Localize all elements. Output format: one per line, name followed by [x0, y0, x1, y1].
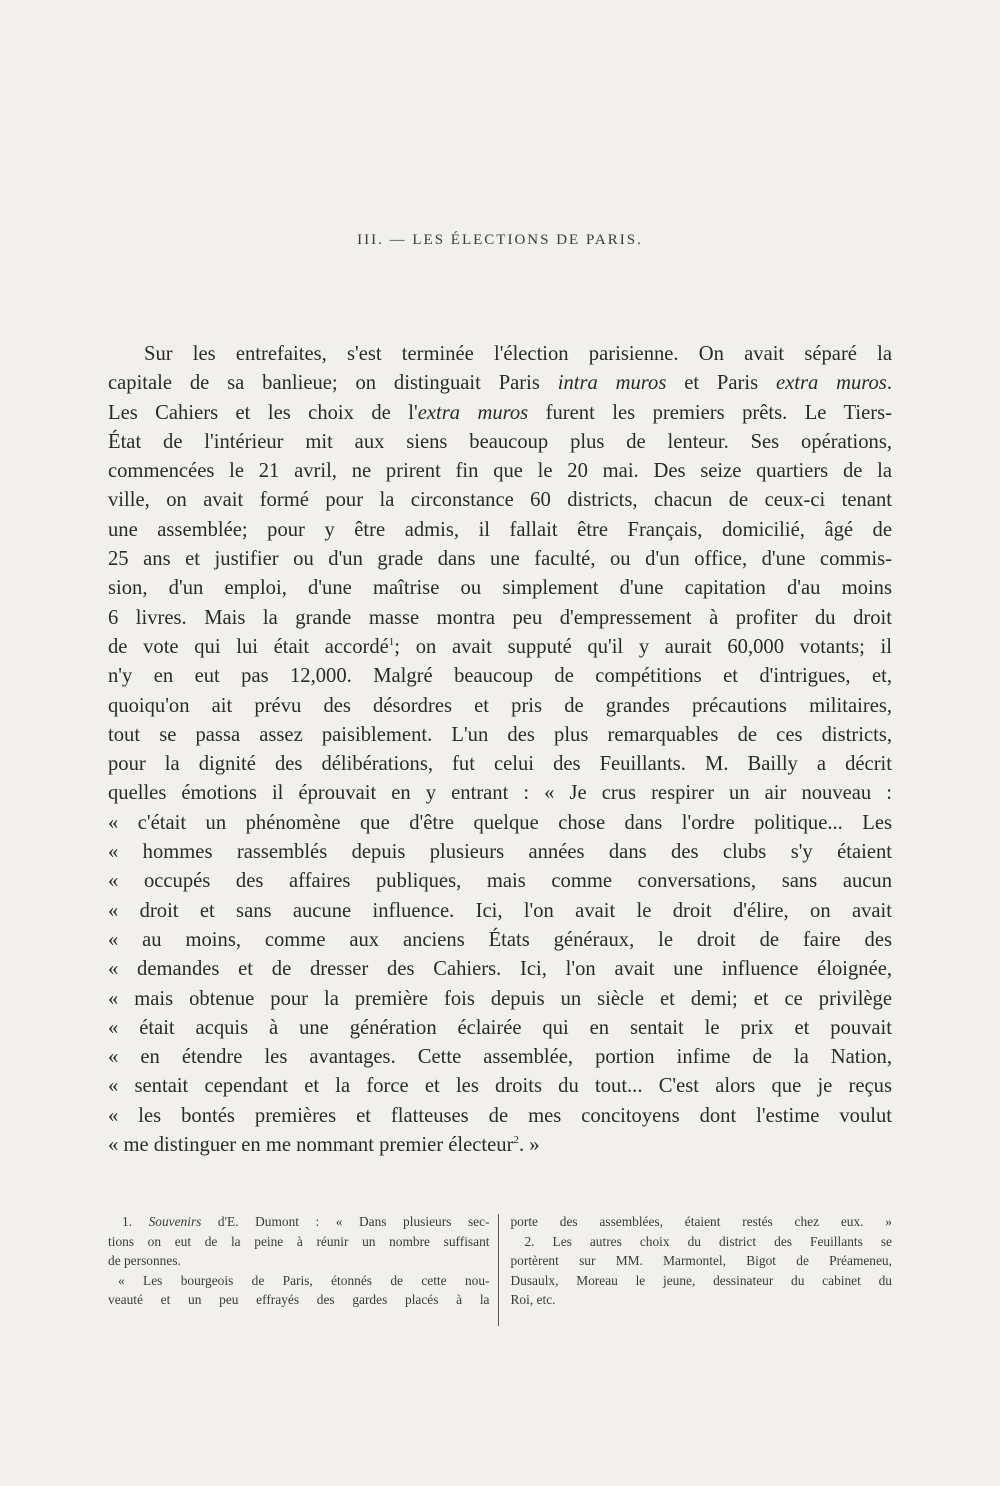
paragraph-line [108, 1072, 892, 1101]
paragraph-line [108, 1102, 892, 1131]
paragraph-line [108, 428, 892, 457]
text-run: n'y en eut pas 12,000. Malgré beaucoup de compétitions et d'intrigues, et, [108, 665, 892, 688]
paragraph-line [108, 867, 892, 896]
italic-text: extra muros [775, 372, 887, 395]
text-run: « Les bourgeois de Paris, étonnés de cette nou- [118, 1272, 490, 1288]
paragraph-line [108, 809, 892, 838]
text-run: « était acquis à une génération éclairée qui en sentait le prix et pouvait [108, 1016, 892, 1039]
text-run: veauté et un peu effrayés des gardes placés à la [108, 1292, 490, 1307]
text-run: « les bontés premières et flatteuses de mes concitoyens dont l'estime voulut [108, 1104, 892, 1127]
text-run: « en étendre les avantages. Cette assemblée, portion infime de la Nation, [108, 1046, 892, 1069]
text-run: Sur les entrefaites, s'est terminée l'élection parisienne. On avait séparé la [144, 343, 892, 365]
footnote-line [108, 1232, 490, 1252]
footnote-line [108, 1212, 490, 1232]
paragraph-line [108, 633, 892, 662]
text-run: « me distinguer en me nommant premier électeur [108, 1134, 514, 1157]
paragraph-line [108, 662, 892, 691]
text-run: « sentait cependant et la force et les droits du tout... C'est alors que je reçus [108, 1075, 892, 1098]
paragraph-line [108, 399, 892, 428]
footnotes-left-column [108, 1212, 498, 1326]
paragraph-line [108, 1131, 892, 1160]
paragraph-line [108, 340, 892, 369]
text-run: et Paris [666, 372, 776, 395]
text-run: . » [518, 1134, 540, 1157]
text-run: tions on eut de la peine à réunir un nombre suffisant [108, 1233, 490, 1249]
text-run: ; on avait supputé qu'il y aurait 60,000 votants; il [394, 635, 892, 658]
text-run: « occupés des affaires publiques, mais comme conversations, sans aucun [108, 870, 892, 893]
paragraph-line [108, 955, 892, 984]
footnotes [108, 1212, 892, 1326]
text-run: ville, on avait formé pour la circonstance 60 districts, chacun de ceux-ci tenant [108, 489, 892, 512]
paragraph-line [108, 897, 892, 926]
text-run: de personnes. [108, 1253, 181, 1268]
text-run: portèrent sur MM. Marmontel, Bigot de Préameneu, [510, 1253, 892, 1268]
paragraph-line [108, 486, 892, 515]
paragraph-line [108, 779, 892, 808]
section-heading: III. — LES ÉLECTIONS DE PARIS. [357, 232, 643, 248]
text-run: d'E. Dumont : « Dans plusieurs sec- [201, 1214, 490, 1229]
footnote-line [108, 1251, 490, 1271]
footnotes-right-column [498, 1212, 892, 1326]
text-run: État de l'intérieur mit aux siens beaucoup plus de lenteur. Ses opérations, [108, 430, 892, 453]
footnote-line [510, 1232, 892, 1252]
paragraph-line [108, 457, 892, 486]
text-run: porte des assemblées, étaient restés chez eux. » [510, 1214, 892, 1229]
paragraph-line [108, 516, 892, 545]
text-run: quoiqu'on ait prévu des désordres et pris de grandes précautions militaires, [108, 694, 892, 717]
paragraph-line [108, 721, 892, 750]
text-run: 25 ans et justifier ou d'un grade dans une faculté, ou d'un office, d'une commis- [108, 548, 892, 571]
footnote-line [108, 1290, 490, 1310]
text-run: « mais obtenue pour la première fois depuis un siècle et demi; et ce privilège [108, 987, 892, 1010]
text-run: furent les premiers prêts. Le Tiers- [528, 401, 892, 424]
paragraph-line [108, 985, 892, 1014]
text-run: sion, d'un emploi, d'une maîtrise ou simplement d'une capitation d'au moins [108, 577, 892, 600]
text-run: commencées le 21 avril, ne prirent fin que le 20 mai. Des seize quartiers de la [108, 460, 892, 483]
italic-text: intra muros [557, 372, 667, 395]
footnote-line [510, 1251, 892, 1271]
paragraph-line [108, 926, 892, 955]
footnote-line [510, 1212, 892, 1232]
paragraph-line [108, 604, 892, 633]
paragraph-line [108, 1014, 892, 1043]
text-run: tout se passa assez paisiblement. L'un des plus remarquables de ces districts, [108, 723, 892, 746]
paragraph-line [108, 750, 892, 779]
text-run: « demandes et de dresser des Cahiers. Ici, l'on avait une influence éloignée, [108, 958, 892, 981]
text-run: Roi, etc. [510, 1292, 556, 1307]
paragraph-line [108, 692, 892, 721]
text-run: pour la dignité des délibérations, fut celui des Feuillants. M. Bailly a décrit [108, 753, 892, 776]
italic-text: Souvenirs [148, 1214, 202, 1229]
text-run: . [886, 372, 892, 395]
text-run: de vote qui lui était accordé [108, 635, 389, 658]
text-run: « droit et sans aucune influence. Ici, l'on avait le droit d'élire, on avait [108, 899, 892, 922]
footnote-line [510, 1290, 892, 1310]
text-run: quelles émotions il éprouvait en y entrant : « Je crus respirer un air nouveau : [108, 782, 892, 805]
paragraph-line [108, 574, 892, 603]
text-run: Dusaulx, Moreau le jeune, dessinateur du cabinet du [510, 1272, 892, 1288]
footnote-reference: 2 [513, 1134, 519, 1147]
paragraph-line [108, 545, 892, 574]
text-run: 6 livres. Mais la grande masse montra peu d'empressement à profiter du droit [108, 606, 892, 629]
main-paragraph [108, 340, 892, 1160]
footnote-reference: 1 [388, 636, 395, 649]
italic-text: extra muros [417, 401, 529, 424]
paragraph-line [108, 1043, 892, 1072]
text-run: « c'était un phénomène que d'être quelque chose dans l'ordre politique... Les [108, 811, 892, 834]
footnote-line [510, 1271, 892, 1291]
text-run: 1. [122, 1214, 149, 1229]
text-run: capitale de sa banlieue; on distinguait Paris [108, 372, 558, 395]
text-run: 2. Les autres choix du district des Feuillants se [524, 1233, 892, 1249]
text-run: Les Cahiers et les choix de l' [108, 401, 418, 424]
footnote-line [108, 1271, 490, 1291]
text-run: une assemblée; pour y être admis, il fallait être Français, domicilié, âgé de [108, 518, 892, 541]
text-run: « au moins, comme aux anciens États généraux, le droit de faire des [108, 928, 892, 951]
text-run: « hommes rassemblés depuis plusieurs années dans des clubs s'y étaient [108, 841, 892, 864]
paragraph-line [108, 838, 892, 867]
paragraph-line [108, 369, 892, 398]
